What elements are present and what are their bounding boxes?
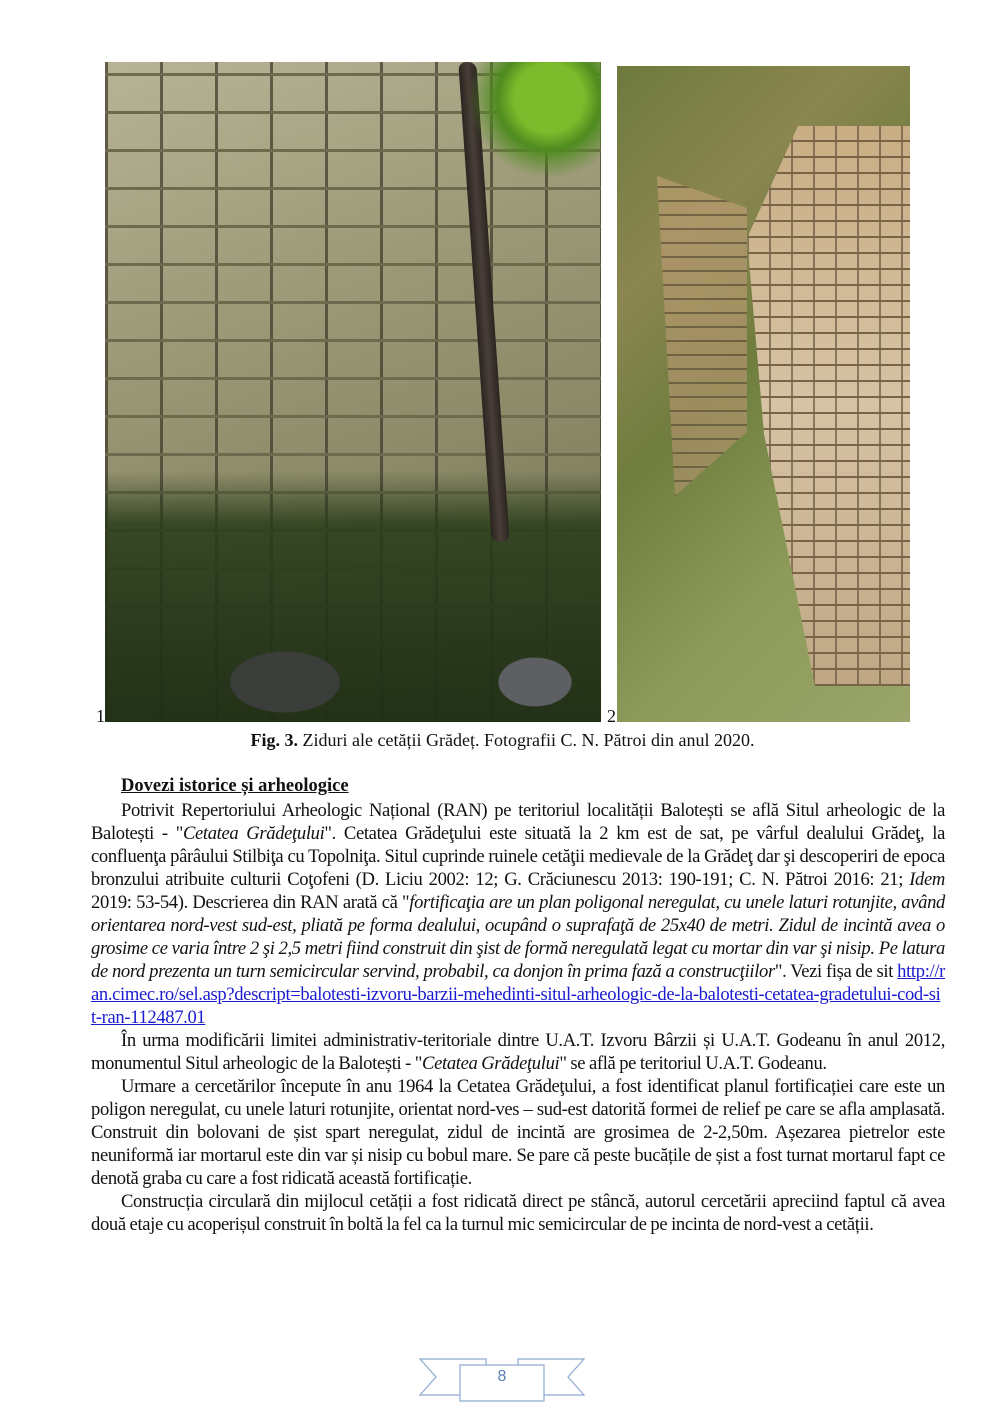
stone-wall-left [657, 176, 747, 496]
text: În urma modificării limitei administrativ-teritoriale dintre U.A.T. Izvoru Bârzii și U.A.T. Godeanu în anul 2012, monumentul Situl arheologic de la Balotești - " [91, 1030, 945, 1074]
text: " se află pe teritoriul U.A.T. Godeanu. [559, 1053, 827, 1074]
italic-text: Idem [909, 869, 945, 890]
paragraph-1 [91, 799, 945, 1029]
ran-site-link[interactable]: http://ran.cimec.ro/sel.asp?descript=balotesti-izvoru-barzii-mehedinti-situl-arheologic-de-la-balotesti-cetatea-gradetului-cod-sit-ran-112487.01 [91, 961, 945, 1028]
text: ". Cetatea Grădeţului este situată la 2 km est de sat, pe vârful dealului Grădeţ, la confluenţa pârâului Stilbiţa cu Topolniţa. Situl cuprinde ruinele cetăţii medievale de la Grădeţ dar şi descoperiri de epoca bronzului atribuite culturii Coţofeni (D. Liciu 2002: 12; G. Crăciunescu 2013: 190-191; C. N. Pătroi 2016: 21; [91, 823, 945, 890]
paragraph-2 [91, 1029, 945, 1075]
text: Potrivit Repertoriului Arheologic Național (RAN) pe teritoriul localității Balotești se află Situl arheologic de la Balotești - " [91, 800, 945, 844]
page-number-ornament [418, 1355, 586, 1403]
caption-label: Fig. 3. [250, 730, 299, 750]
section-heading: Dovezi istorice și arheologice [121, 776, 349, 796]
text: 2019: 53-54). Descrierea din RAN arată că " [91, 892, 410, 913]
italic-text: Cetatea Grădeţului [182, 823, 325, 844]
foliage [471, 62, 601, 182]
quote-text: fortificaţia are un plan poligonal neregulat, cu unele laturi rotunjite, având orientarea nord-vest sud-est, pliată pe forma dealului, ocupând o suprafaţă de 25x40 de metri. Zidul de incintă avea o grosime ce varia între 2 şi 2,5 metri fiind construit din şist de formă neregulată legat cu mortar din var şi nisip. Pe latura de nord prezenta un turn semicircular servind, probabil, ca donjon în prima fază a construcţiilor [91, 892, 945, 982]
photo-label-1: 1 [96, 706, 105, 726]
paragraph-4: Construcția circulară din mijlocul cetății a fost ridicată direct pe stâncă, autorul cercetării apreciind faptul că avea două etaje cu acoperișul construit în boltă la fel ca la turnul mic semicircular de pe incinta de nord-vest a cetății. [91, 1191, 945, 1235]
photo-stone-wall-with-grass [617, 66, 910, 722]
photo-label-2: 2 [607, 706, 616, 726]
paragraph-3: Urmare a cercetărilor începute în anu 1964 la Cetatea Grădeţului, a fost identificat planul fortificației care este un poligon neregulat, cu unele laturi rotunjite, orientat nord-ves – sud-est datorită formei de relief pe care se afla amplasată. Construit din bolovani de șist spart neregulat, zidul de incintă are grosimea de 2-2,50m. Așezarea pietrelor este neuniformă iar mortarul este din var și nisip cu bobul mare. Se pare că peste bucățile de șist a fost turnat mortarul fapt ce denotă graba cu care a fost ridicată această fortificație. [91, 1076, 945, 1189]
italic-text: Cetatea Grădeţului [422, 1053, 560, 1074]
stone-wall-right [747, 126, 910, 686]
photo-stone-wall-with-tree [105, 62, 601, 722]
caption-text: Ziduri ale cetății Grădeț. Fotografii C. N. Pătroi din anul 2020. [298, 730, 755, 750]
text: ". Vezi fișa de sit [774, 961, 898, 982]
figure-caption [0, 730, 1005, 751]
page-number: 8 [497, 1368, 507, 1385]
body-text [91, 799, 945, 1236]
